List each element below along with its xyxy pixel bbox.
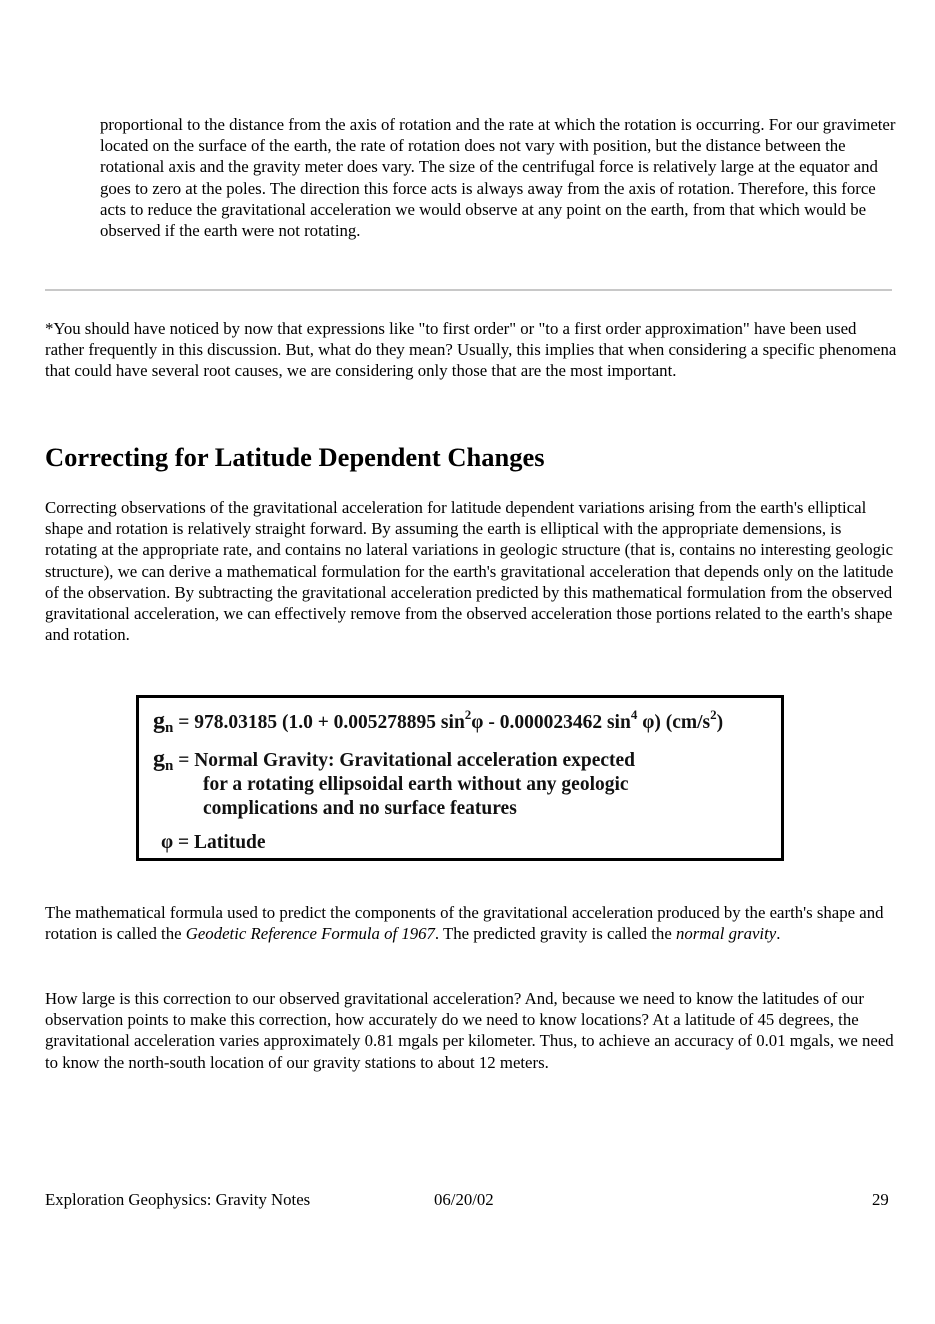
paragraph-correction-size: How large is this correction to our observed gravitational acceleration? And, because we need to know the latitudes of our observation points to make this correction, how accurately do we need to know locations? At a latitude of 45 degrees, the gravitational acceleration varies approximately 0.81 mgals per kilometer. Thus, to achieve an accuracy of 0.01 mgals, we need to know the north-south location of our gravity stations to about 12 meters. <box>45 989 894 1072</box>
formula-eq-part4: ) <box>716 712 724 733</box>
footer-page-number: 29 <box>872 1190 889 1209</box>
formula-definition-line2: for a rotating ellipsoidal earth without any geologic <box>203 774 629 795</box>
formula-g-symbol: g <box>153 708 165 734</box>
formula-eq-part1: = 978.03185 (1.0 + 0.005278895 sin <box>178 712 465 733</box>
paragraph-footnote: *You should have noticed by now that expressions like "to first order" or "to a first order approximation" have been used rather frequently in this discussion. But, what do they mean? Usually, this implies that when considering a specific phenomena that could have several root causes, we are considering only those that are the most important. <box>45 319 897 381</box>
formula-definition-line1 <box>153 748 635 773</box>
footer-date: 06/20/02 <box>434 1190 494 1209</box>
formula-n-subscript-2: n <box>165 758 174 774</box>
p4-italic-formula-name: Geodetic Reference Formula of 1967 <box>185 924 435 944</box>
p4-text-c: . The predicted gravity is called the <box>434 924 676 944</box>
formula-sup-2: 2 <box>464 707 472 722</box>
formula-eq-part3: φ) (cm/s <box>642 712 711 733</box>
formula-eq-part2: φ - 0.000023462 sin <box>471 712 631 733</box>
formula-g-symbol-2: g <box>153 746 165 772</box>
paragraph-centrifugal: proportional to the distance from the axis of rotation and the rate at which the rotation is occurring. For our gravimeter located on the surface of the earth, the rate of rotation does not vary with position, but the distance between the rotational axis and the gravity meter does vary. The size of the centrifugal force is relatively large at the equator and goes to zero at the poles. The direction this force acts is always away from the axis of rotation. Therefore, this force acts to reduce the gravitational acceleration we would observe at any point on the earth, from that which would be observed if the earth were not rotating. <box>100 115 896 241</box>
section-heading: Correcting for Latitude Dependent Changes <box>45 442 545 472</box>
footer-title: Exploration Geophysics: Gravity Notes <box>45 1190 311 1209</box>
formula-sup-4: 4 <box>630 707 638 722</box>
formula-def-text1: = Normal Gravity: Gravitational acceleration expected <box>178 750 635 771</box>
p4-italic-normal-gravity: normal gravity <box>675 924 777 944</box>
formula-definition-line3: complications and no surface features <box>203 798 517 819</box>
formula-latitude-definition <box>161 832 266 854</box>
formula-n-subscript: n <box>165 720 174 736</box>
formula-sup-2b: 2 <box>710 707 717 722</box>
p4-text-e: . <box>776 924 781 944</box>
formula-box <box>136 695 784 861</box>
formula-phi-symbol: φ <box>161 832 174 853</box>
p4-text-a: The mathematical formula used to predict the components of the gravitational acceleration produced by the earth's shape and rotation is called the <box>45 903 884 944</box>
paragraph-geodetic-formula <box>45 902 897 944</box>
horizontal-rule <box>45 289 892 291</box>
formula-phi-def: = Latitude <box>178 832 266 853</box>
paragraph-latitude-correction: Correcting observations of the gravitational acceleration for latitude dependent variations arising from the earth's elliptical shape and rotation is relatively straight forward. By assuming the earth is elliptical with the appropriate demensions, is rotating at the appropriate rate, and contains no lateral variations in geologic structure (that is, contains no interesting geologic structure), we can derive a mathematical formulation for the earth's gravitational acceleration that depends only on the latitude of the observation. By subtracting the gravitational acceleration predicted by this mathematical formulation from the observed gravitational acceleration, we can effectively remove from the observed acceleration those portions related to the earth's shape and rotation. <box>45 498 894 645</box>
formula-equation <box>153 707 724 736</box>
